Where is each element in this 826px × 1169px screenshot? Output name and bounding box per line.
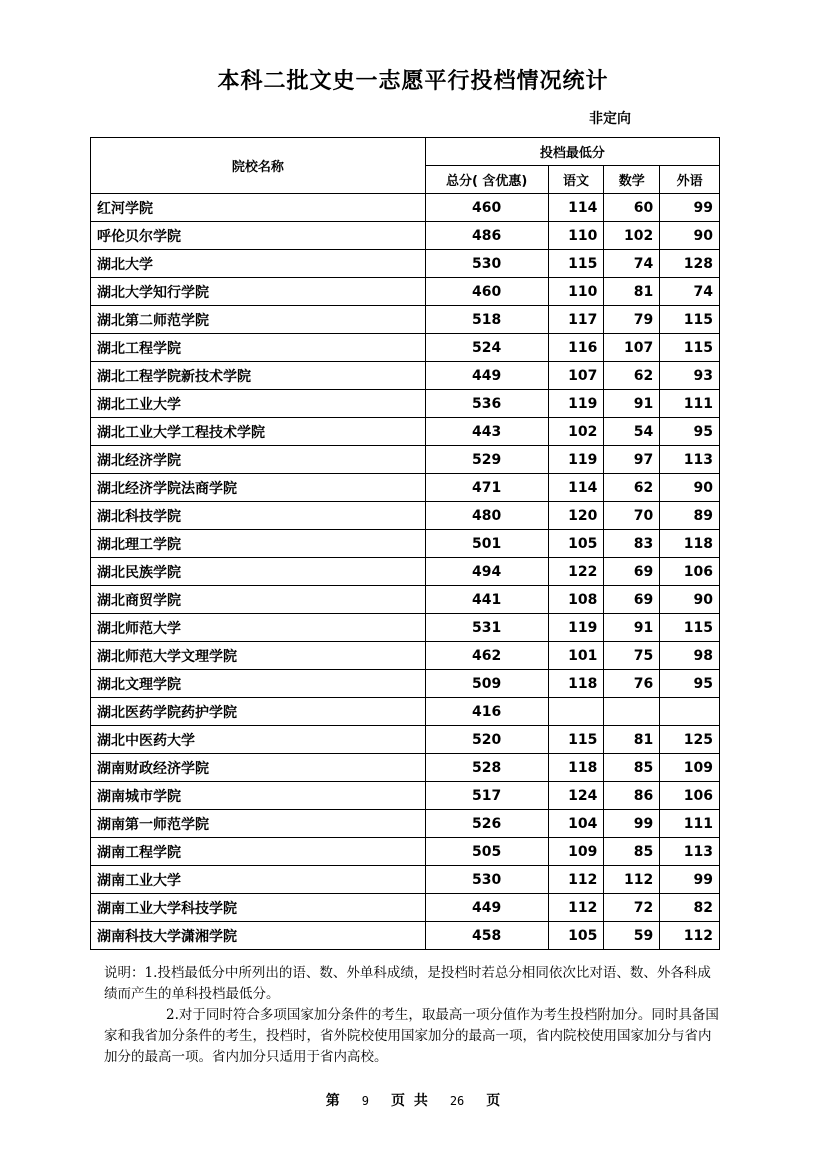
total-score-cell: 462 [425, 642, 548, 670]
foreign-score-cell: 111 [660, 810, 720, 838]
total-score-cell: 531 [425, 614, 548, 642]
chinese-score-cell: 101 [548, 642, 604, 670]
chinese-score-cell: 115 [548, 726, 604, 754]
math-score-cell: 62 [604, 474, 660, 502]
chinese-score-cell: 114 [548, 474, 604, 502]
total-score-cell: 520 [425, 726, 548, 754]
foreign-score-cell: 113 [660, 838, 720, 866]
foreign-score-cell: 106 [660, 558, 720, 586]
math-score-cell: 91 [604, 390, 660, 418]
table-row [91, 222, 720, 250]
total-score-cell: 460 [425, 278, 548, 306]
header-min-score: 投档最低分 [425, 138, 719, 166]
header-school: 院校名称 [91, 138, 426, 194]
foreign-score-cell: 112 [660, 922, 720, 950]
total-score-cell: 528 [425, 754, 548, 782]
school-name-cell: 湖北第二师范学院 [91, 306, 426, 334]
school-name-cell: 湖南工程学院 [91, 838, 426, 866]
foreign-score-cell: 90 [660, 222, 720, 250]
math-score-cell: 62 [604, 362, 660, 390]
chinese-score-cell: 105 [548, 922, 604, 950]
total-score-cell: 501 [425, 530, 548, 558]
math-score-cell: 69 [604, 558, 660, 586]
total-score-cell: 486 [425, 222, 548, 250]
table-row [91, 894, 720, 922]
chinese-score-cell: 104 [548, 810, 604, 838]
total-score-cell: 494 [425, 558, 548, 586]
math-score-cell: 85 [604, 838, 660, 866]
total-score-cell: 449 [425, 362, 548, 390]
table-row [91, 558, 720, 586]
math-score-cell: 102 [604, 222, 660, 250]
chinese-score-cell: 112 [548, 866, 604, 894]
total-score-cell: 530 [425, 866, 548, 894]
foreign-score-cell: 128 [660, 250, 720, 278]
math-score-cell: 70 [604, 502, 660, 530]
school-name-cell: 湖北经济学院 [91, 446, 426, 474]
total-score-cell: 530 [425, 250, 548, 278]
chinese-score-cell: 118 [548, 754, 604, 782]
table-row [91, 194, 720, 222]
chinese-score-cell: 124 [548, 782, 604, 810]
math-score-cell: 75 [604, 642, 660, 670]
school-name-cell: 湖北工业大学工程技术学院 [91, 418, 426, 446]
table-row [91, 754, 720, 782]
chinese-score-cell: 119 [548, 390, 604, 418]
total-score-cell: 443 [425, 418, 548, 446]
chinese-score-cell: 118 [548, 670, 604, 698]
total-score-cell: 526 [425, 810, 548, 838]
table-row [91, 418, 720, 446]
school-name-cell: 湖北文理学院 [91, 670, 426, 698]
chinese-score-cell: 122 [548, 558, 604, 586]
foreign-score-cell: 93 [660, 362, 720, 390]
school-name-cell: 湖北理工学院 [91, 530, 426, 558]
chinese-score-cell: 105 [548, 530, 604, 558]
math-score-cell [604, 698, 660, 726]
foreign-score-cell: 89 [660, 502, 720, 530]
foreign-score-cell: 118 [660, 530, 720, 558]
chinese-score-cell: 119 [548, 614, 604, 642]
school-name-cell: 湖南工业大学 [91, 866, 426, 894]
school-name-cell: 红河学院 [91, 194, 426, 222]
chinese-score-cell: 102 [548, 418, 604, 446]
footer-total-pages: 26 [449, 1094, 465, 1108]
chinese-score-cell: 107 [548, 362, 604, 390]
school-name-cell: 湖北工业大学 [91, 390, 426, 418]
table-row [91, 782, 720, 810]
foreign-score-cell: 90 [660, 474, 720, 502]
total-score-cell: 458 [425, 922, 548, 950]
math-score-cell: 86 [604, 782, 660, 810]
table-row [91, 810, 720, 838]
chinese-score-cell: 120 [548, 502, 604, 530]
table-row [91, 922, 720, 950]
total-score-cell: 524 [425, 334, 548, 362]
foreign-score-cell: 115 [660, 334, 720, 362]
foreign-score-cell: 125 [660, 726, 720, 754]
total-score-cell: 480 [425, 502, 548, 530]
math-score-cell: 99 [604, 810, 660, 838]
school-name-cell: 湖北工程学院 [91, 334, 426, 362]
table-row [91, 838, 720, 866]
table-row [91, 866, 720, 894]
foreign-score-cell: 115 [660, 306, 720, 334]
foreign-score-cell: 106 [660, 782, 720, 810]
school-name-cell: 湖北商贸学院 [91, 586, 426, 614]
header-chinese: 语文 [548, 166, 604, 194]
footer-prefix: 第 [325, 1093, 340, 1109]
footer-mid: 页 共 [390, 1093, 428, 1109]
chinese-score-cell [548, 698, 604, 726]
school-name-cell: 湖北中医药大学 [91, 726, 426, 754]
foreign-score-cell: 82 [660, 894, 720, 922]
math-score-cell: 79 [604, 306, 660, 334]
chinese-score-cell: 116 [548, 334, 604, 362]
note-1: 说明：1.投档最低分中所列出的语、数、外单科成绩，是投档时若总分相同依次比对语、数、外各科成绩而产生的单科投档最低分。 [104, 965, 711, 1002]
footer-suffix: 页 [486, 1093, 501, 1109]
chinese-score-cell: 119 [548, 446, 604, 474]
math-score-cell: 76 [604, 670, 660, 698]
math-score-cell: 85 [604, 754, 660, 782]
score-table [90, 137, 720, 950]
chinese-score-cell: 110 [548, 278, 604, 306]
school-name-cell: 湖南科技大学潇湘学院 [91, 922, 426, 950]
table-row [91, 278, 720, 306]
school-name-cell: 湖北经济学院法商学院 [91, 474, 426, 502]
school-name-cell: 湖北师范大学文理学院 [91, 642, 426, 670]
school-name-cell: 湖南财政经济学院 [91, 754, 426, 782]
category-label: 非定向 [589, 111, 631, 127]
math-score-cell: 107 [604, 334, 660, 362]
header-math: 数学 [604, 166, 660, 194]
foreign-score-cell: 74 [660, 278, 720, 306]
table-row [91, 670, 720, 698]
math-score-cell: 72 [604, 894, 660, 922]
school-name-cell: 湖南第一师范学院 [91, 810, 426, 838]
total-score-cell: 517 [425, 782, 548, 810]
school-name-cell: 湖北大学 [91, 250, 426, 278]
math-score-cell: 91 [604, 614, 660, 642]
total-score-cell: 529 [425, 446, 548, 474]
chinese-score-cell: 115 [548, 250, 604, 278]
page-title: 本科二批文史一志愿平行投档情况统计 [217, 69, 609, 94]
math-score-cell: 81 [604, 278, 660, 306]
math-score-cell: 54 [604, 418, 660, 446]
foreign-score-cell: 115 [660, 614, 720, 642]
math-score-cell: 112 [604, 866, 660, 894]
table-row [91, 250, 720, 278]
foreign-score-cell: 95 [660, 418, 720, 446]
foreign-score-cell: 99 [660, 194, 720, 222]
total-score-cell: 509 [425, 670, 548, 698]
foreign-score-cell: 111 [660, 390, 720, 418]
total-score-cell: 471 [425, 474, 548, 502]
chinese-score-cell: 110 [548, 222, 604, 250]
math-score-cell: 97 [604, 446, 660, 474]
math-score-cell: 74 [604, 250, 660, 278]
header-total: 总分( 含优惠) [425, 166, 548, 194]
total-score-cell: 505 [425, 838, 548, 866]
chinese-score-cell: 117 [548, 306, 604, 334]
school-name-cell: 湖北大学知行学院 [91, 278, 426, 306]
foreign-score-cell: 98 [660, 642, 720, 670]
total-score-cell: 460 [425, 194, 548, 222]
footer-page-number: 9 [361, 1094, 369, 1108]
total-score-cell: 449 [425, 894, 548, 922]
school-name-cell: 湖北师范大学 [91, 614, 426, 642]
school-name-cell: 湖北科技学院 [91, 502, 426, 530]
foreign-score-cell: 90 [660, 586, 720, 614]
total-score-cell: 536 [425, 390, 548, 418]
notes [104, 963, 724, 1068]
foreign-score-cell: 99 [660, 866, 720, 894]
foreign-score-cell [660, 698, 720, 726]
foreign-score-cell: 95 [660, 670, 720, 698]
total-score-cell: 518 [425, 306, 548, 334]
table-row [91, 502, 720, 530]
math-score-cell: 69 [604, 586, 660, 614]
table-row [91, 390, 720, 418]
foreign-score-cell: 109 [660, 754, 720, 782]
page-footer [0, 1090, 826, 1110]
header-foreign: 外语 [660, 166, 720, 194]
math-score-cell: 59 [604, 922, 660, 950]
table-row [91, 642, 720, 670]
foreign-score-cell: 113 [660, 446, 720, 474]
total-score-cell: 441 [425, 586, 548, 614]
math-score-cell: 81 [604, 726, 660, 754]
school-name-cell: 湖北医药学院药护学院 [91, 698, 426, 726]
school-name-cell: 湖北民族学院 [91, 558, 426, 586]
chinese-score-cell: 108 [548, 586, 604, 614]
table-row [91, 530, 720, 558]
school-name-cell: 湖北工程学院新技术学院 [91, 362, 426, 390]
total-score-cell: 416 [425, 698, 548, 726]
chinese-score-cell: 109 [548, 838, 604, 866]
note-2: 2.对于同时符合多项国家加分条件的考生，取最高一项分值作为考生投档附加分。同时具备国家和我省加分条件的考生，投档时，省外院校使用国家加分的最高一项，省内院校使用国家加分与省内加分的最高一项。省内加分只适用于省内高校。 [104, 1007, 719, 1065]
chinese-score-cell: 112 [548, 894, 604, 922]
table-row [91, 306, 720, 334]
table-row [91, 726, 720, 754]
school-name-cell: 湖南工业大学科技学院 [91, 894, 426, 922]
table-row [91, 614, 720, 642]
table-row [91, 362, 720, 390]
table-row [91, 334, 720, 362]
chinese-score-cell: 114 [548, 194, 604, 222]
table-row [91, 474, 720, 502]
table-row [91, 698, 720, 726]
table-row [91, 586, 720, 614]
school-name-cell: 湖南城市学院 [91, 782, 426, 810]
math-score-cell: 83 [604, 530, 660, 558]
school-name-cell: 呼伦贝尔学院 [91, 222, 426, 250]
math-score-cell: 60 [604, 194, 660, 222]
table-row [91, 446, 720, 474]
